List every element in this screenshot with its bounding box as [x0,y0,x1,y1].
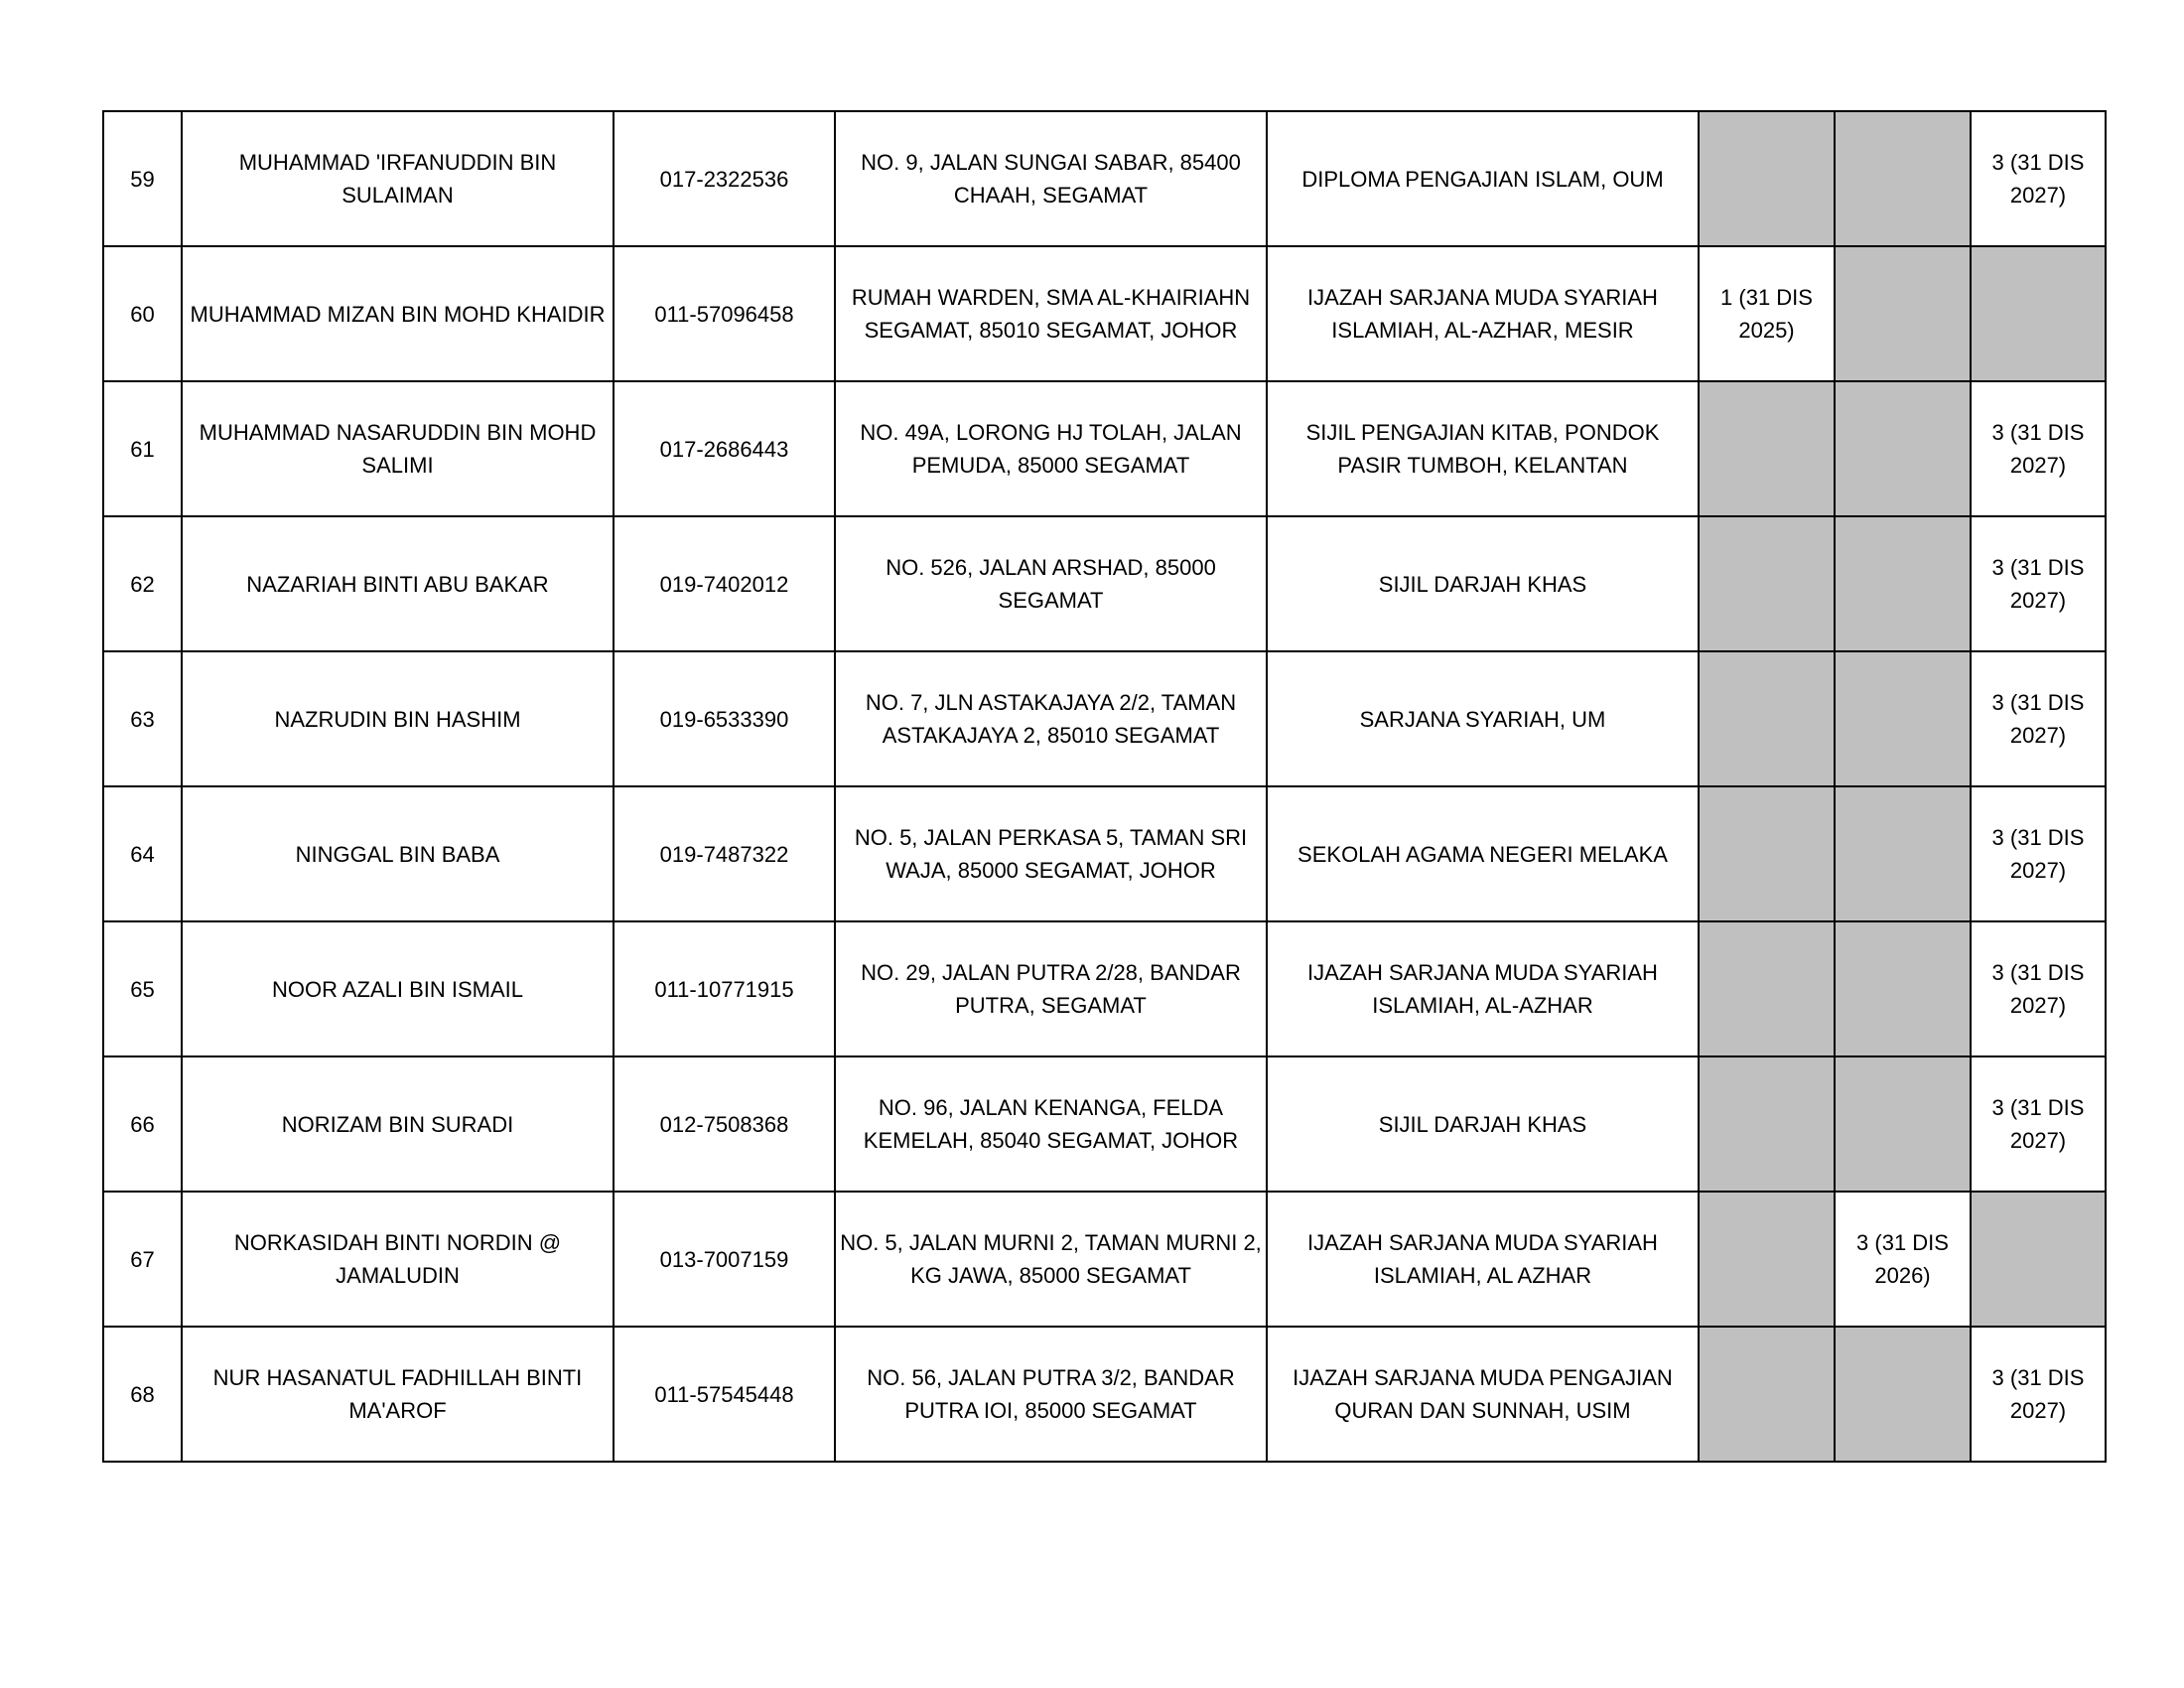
term-2-cell [1835,1327,1971,1462]
term-3-cell: 3 (31 DIS 2027) [1971,381,2106,516]
name-cell: NOOR AZALI BIN ISMAIL [182,921,614,1056]
data-table-container [102,110,2105,1463]
data-table [102,110,2107,1463]
row-number-cell: 61 [103,381,182,516]
phone-cell: 017-2686443 [614,381,835,516]
term-2-cell [1835,921,1971,1056]
qualification-cell: SIJIL DARJAH KHAS [1267,1056,1699,1192]
name-cell: NORKASIDAH BINTI NORDIN @ JAMALUDIN [182,1192,614,1327]
address-cell: NO. 9, JALAN SUNGAI SABAR, 85400 CHAAH, SEGAMAT [835,111,1267,246]
table-row [103,651,2106,786]
term-1-cell [1699,921,1835,1056]
qualification-cell: SIJIL DARJAH KHAS [1267,516,1699,651]
table-row [103,786,2106,921]
term-1-cell [1699,651,1835,786]
row-number-cell: 63 [103,651,182,786]
phone-cell: 019-7487322 [614,786,835,921]
row-number-cell: 65 [103,921,182,1056]
row-number-cell: 68 [103,1327,182,1462]
address-cell: NO. 5, JALAN PERKASA 5, TAMAN SRI WAJA, 85000 SEGAMAT, JOHOR [835,786,1267,921]
phone-cell: 012-7508368 [614,1056,835,1192]
table-row [103,921,2106,1056]
table-row [103,381,2106,516]
term-2-cell [1835,246,1971,381]
term-1-cell [1699,516,1835,651]
qualification-cell: DIPLOMA PENGAJIAN ISLAM, OUM [1267,111,1699,246]
term-2-cell [1835,651,1971,786]
term-2-cell [1835,516,1971,651]
address-cell: NO. 29, JALAN PUTRA 2/28, BANDAR PUTRA, SEGAMAT [835,921,1267,1056]
table-row [103,246,2106,381]
term-3-cell [1971,1192,2106,1327]
address-cell: NO. 96, JALAN KENANGA, FELDA KEMELAH, 85040 SEGAMAT, JOHOR [835,1056,1267,1192]
table-row [103,1327,2106,1462]
term-2-cell [1835,381,1971,516]
qualification-cell: IJAZAH SARJANA MUDA SYARIAH ISLAMIAH, AL-AZHAR [1267,921,1699,1056]
table-row [103,111,2106,246]
name-cell: NORIZAM BIN SURADI [182,1056,614,1192]
name-cell: NINGGAL BIN BABA [182,786,614,921]
address-cell: NO. 49A, LORONG HJ TOLAH, JALAN PEMUDA, 85000 SEGAMAT [835,381,1267,516]
address-cell: NO. 7, JLN ASTAKAJAYA 2/2, TAMAN ASTAKAJAYA 2, 85010 SEGAMAT [835,651,1267,786]
name-cell: MUHAMMAD MIZAN BIN MOHD KHAIDIR [182,246,614,381]
qualification-cell: IJAZAH SARJANA MUDA SYARIAH ISLAMIAH, AL AZHAR [1267,1192,1699,1327]
row-number-cell: 67 [103,1192,182,1327]
term-3-cell: 3 (31 DIS 2027) [1971,111,2106,246]
phone-cell: 019-6533390 [614,651,835,786]
name-cell: NAZRUDIN BIN HASHIM [182,651,614,786]
term-1-cell [1699,381,1835,516]
name-cell: MUHAMMAD 'IRFANUDDIN BIN SULAIMAN [182,111,614,246]
name-cell: NAZARIAH BINTI ABU BAKAR [182,516,614,651]
term-3-cell: 3 (31 DIS 2027) [1971,1327,2106,1462]
row-number-cell: 59 [103,111,182,246]
row-number-cell: 62 [103,516,182,651]
table-row [103,516,2106,651]
term-1-cell [1699,1056,1835,1192]
phone-cell: 013-7007159 [614,1192,835,1327]
name-cell: NUR HASANATUL FADHILLAH BINTI MA'AROF [182,1327,614,1462]
address-cell: NO. 56, JALAN PUTRA 3/2, BANDAR PUTRA IOI, 85000 SEGAMAT [835,1327,1267,1462]
row-number-cell: 64 [103,786,182,921]
row-number-cell: 66 [103,1056,182,1192]
term-3-cell: 3 (31 DIS 2027) [1971,516,2106,651]
term-3-cell [1971,246,2106,381]
phone-cell: 017-2322536 [614,111,835,246]
term-2-cell: 3 (31 DIS 2026) [1835,1192,1971,1327]
term-3-cell: 3 (31 DIS 2027) [1971,651,2106,786]
table-row [103,1056,2106,1192]
row-number-cell: 60 [103,246,182,381]
term-1-cell [1699,1192,1835,1327]
term-1-cell [1699,111,1835,246]
qualification-cell: IJAZAH SARJANA MUDA SYARIAH ISLAMIAH, AL-AZHAR, MESIR [1267,246,1699,381]
term-1-cell: 1 (31 DIS 2025) [1699,246,1835,381]
term-3-cell: 3 (31 DIS 2027) [1971,786,2106,921]
phone-cell: 011-10771915 [614,921,835,1056]
table-body [103,111,2106,1462]
qualification-cell: SIJIL PENGAJIAN KITAB, PONDOK PASIR TUMBOH, KELANTAN [1267,381,1699,516]
term-3-cell: 3 (31 DIS 2027) [1971,921,2106,1056]
name-cell: MUHAMMAD NASARUDDIN BIN MOHD SALIMI [182,381,614,516]
term-2-cell [1835,1056,1971,1192]
address-cell: NO. 5, JALAN MURNI 2, TAMAN MURNI 2, KG JAWA, 85000 SEGAMAT [835,1192,1267,1327]
phone-cell: 011-57096458 [614,246,835,381]
phone-cell: 011-57545448 [614,1327,835,1462]
term-2-cell [1835,786,1971,921]
address-cell: RUMAH WARDEN, SMA AL-KHAIRIAHN SEGAMAT, 85010 SEGAMAT, JOHOR [835,246,1267,381]
table-row [103,1192,2106,1327]
address-cell: NO. 526, JALAN ARSHAD, 85000 SEGAMAT [835,516,1267,651]
term-2-cell [1835,111,1971,246]
term-3-cell: 3 (31 DIS 2027) [1971,1056,2106,1192]
term-1-cell [1699,786,1835,921]
qualification-cell: IJAZAH SARJANA MUDA PENGAJIAN QURAN DAN SUNNAH, USIM [1267,1327,1699,1462]
qualification-cell: SEKOLAH AGAMA NEGERI MELAKA [1267,786,1699,921]
term-1-cell [1699,1327,1835,1462]
phone-cell: 019-7402012 [614,516,835,651]
qualification-cell: SARJANA SYARIAH, UM [1267,651,1699,786]
